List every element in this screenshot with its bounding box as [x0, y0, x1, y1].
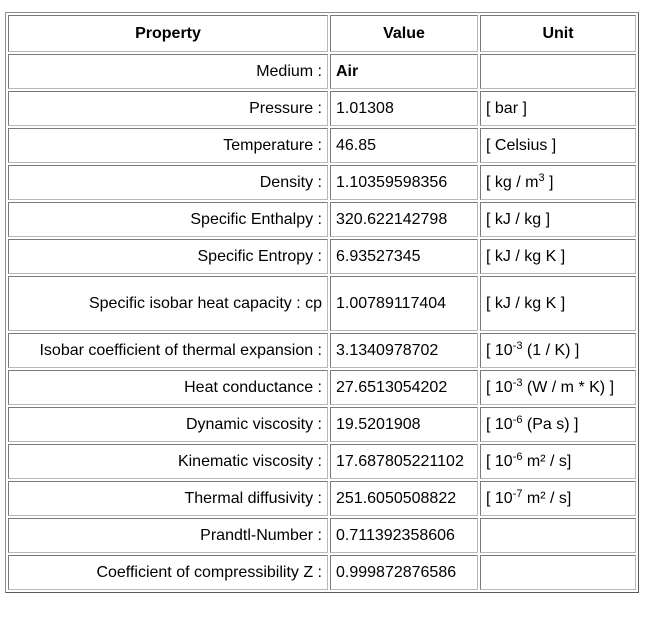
property-unit — [480, 239, 636, 274]
property-value: 1.10359598356 — [330, 165, 478, 200]
property-unit — [480, 407, 636, 442]
table-row — [8, 91, 636, 126]
unit-suffix: ] — [544, 173, 554, 191]
unit-suffix: (Pa s) ] — [522, 415, 579, 433]
table-row — [8, 370, 636, 405]
property-value: 6.93527345 — [330, 239, 478, 274]
property-unit — [480, 128, 636, 163]
header-property: Property — [8, 15, 328, 52]
unit-exponent: -6 — [512, 413, 523, 426]
properties-table — [5, 12, 639, 593]
header-value: Value — [330, 15, 478, 52]
table-row — [8, 444, 636, 479]
property-value: 1.00789117404 — [330, 276, 478, 331]
property-value: 0.999872876586 — [330, 555, 478, 590]
unit-text: [ 10 — [486, 489, 513, 507]
property-label: Medium : — [8, 54, 328, 89]
property-value: 46.85 — [330, 128, 478, 163]
property-label: Kinematic viscosity : — [8, 444, 328, 479]
unit-exponent: -3 — [512, 376, 523, 389]
unit-text: [ bar ] — [486, 99, 527, 117]
table-header-row — [8, 15, 636, 52]
property-label: Heat conductance : — [8, 370, 328, 405]
property-label: Temperature : — [8, 128, 328, 163]
property-unit — [480, 165, 636, 200]
unit-text: [ kJ / kg K ] — [486, 247, 566, 265]
unit-text: [ 10 — [486, 452, 513, 470]
unit-text: [ 10 — [486, 378, 513, 396]
property-unit — [480, 444, 636, 479]
unit-exponent: -7 — [512, 487, 523, 500]
unit-suffix: (W / m * K) ] — [522, 378, 615, 396]
table-row — [8, 128, 636, 163]
unit-exponent: 3 — [538, 171, 545, 184]
property-value: 251.6050508822 — [330, 481, 478, 516]
header-unit: Unit — [480, 15, 636, 52]
property-label: Specific Enthalpy : — [8, 202, 328, 237]
table-row — [8, 333, 636, 368]
property-unit — [480, 202, 636, 237]
table-row — [8, 202, 636, 237]
table-row — [8, 54, 636, 89]
table-row — [8, 518, 636, 553]
unit-text: [ kJ / kg K ] — [486, 294, 566, 312]
property-value: 1.01308 — [330, 91, 478, 126]
property-unit — [480, 555, 636, 590]
property-value: 19.5201908 — [330, 407, 478, 442]
property-unit — [480, 54, 636, 89]
table-row — [8, 276, 636, 331]
property-value: Air — [330, 54, 478, 89]
unit-suffix: m² / s] — [522, 489, 572, 507]
unit-exponent: -6 — [512, 450, 523, 463]
property-label: Pressure : — [8, 91, 328, 126]
property-label: Dynamic viscosity : — [8, 407, 328, 442]
property-unit — [480, 333, 636, 368]
table-row — [8, 555, 636, 590]
table-row — [8, 407, 636, 442]
property-value: 320.622142798 — [330, 202, 478, 237]
property-value: 0.711392358606 — [330, 518, 478, 553]
property-unit — [480, 370, 636, 405]
unit-text: [ Celsius ] — [486, 136, 557, 154]
property-unit — [480, 276, 636, 331]
unit-suffix: m² / s] — [522, 452, 572, 470]
property-unit — [480, 481, 636, 516]
unit-text: [ kg / m — [486, 173, 539, 191]
unit-text: [ 10 — [486, 341, 513, 359]
unit-exponent: -3 — [512, 339, 523, 352]
property-unit — [480, 518, 636, 553]
table-row — [8, 165, 636, 200]
property-label: Density : — [8, 165, 328, 200]
property-value: 27.6513054202 — [330, 370, 478, 405]
property-label: Specific Entropy : — [8, 239, 328, 274]
property-value: 3.1340978702 — [330, 333, 478, 368]
property-label: Coefficient of compressibility Z : — [8, 555, 328, 590]
unit-suffix: (1 / K) ] — [522, 341, 580, 359]
property-label: Specific isobar heat capacity : cp — [8, 276, 328, 331]
table-row — [8, 239, 636, 274]
property-label: Thermal diffusivity : — [8, 481, 328, 516]
property-label: Prandtl-Number : — [8, 518, 328, 553]
table-row — [8, 481, 636, 516]
property-unit — [480, 91, 636, 126]
unit-text: [ kJ / kg ] — [486, 210, 551, 228]
properties-panel — [5, 12, 639, 593]
unit-text: [ 10 — [486, 415, 513, 433]
property-value: 17.687805221102 — [330, 444, 478, 479]
property-label: Isobar coefficient of thermal expansion : — [8, 333, 328, 368]
